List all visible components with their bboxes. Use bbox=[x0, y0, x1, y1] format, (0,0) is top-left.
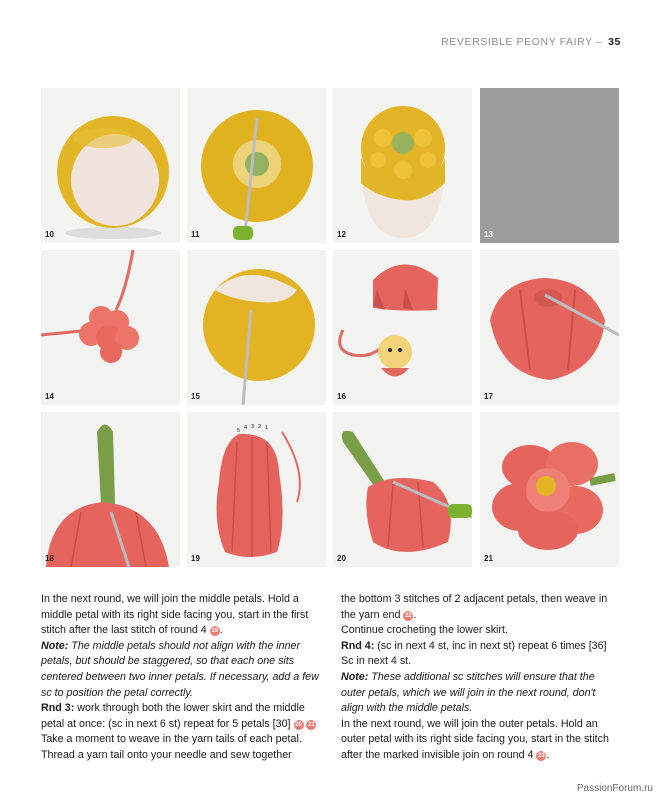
figure-ref-badge: 20 bbox=[295, 721, 302, 728]
photo-11-image bbox=[187, 88, 326, 243]
stitch-label: 2 bbox=[258, 424, 262, 430]
paragraph-text: In the next round, we will join the outer petals. Hold an outer petal with its right side facing you, start in the stitch after the marked invisible join on round 4 bbox=[341, 717, 609, 761]
figure-ref-badge: 22 bbox=[405, 612, 412, 619]
stitch-label: 1 bbox=[265, 425, 269, 431]
photo-11 bbox=[187, 88, 326, 243]
note-text: The middle petals should not align with the inner petals, but should be staggered, so that each one sits centered between two inner petals. If necessary, add a few sc to position the petal correctly. bbox=[41, 639, 319, 699]
photo-15 bbox=[187, 250, 326, 405]
photo-number: 21 bbox=[484, 554, 493, 563]
photo-number: 20 bbox=[337, 554, 346, 563]
photo-number: 16 bbox=[337, 392, 346, 401]
photo-number: 13 bbox=[484, 230, 493, 239]
photo-14-image bbox=[41, 250, 180, 405]
round-instruction bbox=[341, 639, 619, 655]
photo-17-image bbox=[480, 250, 619, 405]
round-label: Rnd 3: bbox=[41, 702, 75, 715]
photo-grid bbox=[41, 88, 619, 567]
paragraph-end: . bbox=[546, 748, 550, 761]
photo-16 bbox=[333, 250, 472, 405]
watermark: PassionForum.ru bbox=[576, 783, 653, 794]
note-label: Note: bbox=[341, 670, 369, 683]
figure-ref-badge: 19 bbox=[211, 628, 219, 635]
instruction-paragraph bbox=[341, 654, 619, 670]
photo-19-image bbox=[187, 412, 326, 567]
round-text: work through both the lower skirt and the middle petal at once: (sc in next 6 st) repeat for 5 petals [30] bbox=[41, 702, 305, 730]
stitch-label: 3 bbox=[251, 424, 255, 430]
figure-ref-badge: 23 bbox=[538, 752, 545, 759]
photo-20-image bbox=[333, 412, 472, 567]
photo-20 bbox=[333, 412, 472, 567]
header-separator: – bbox=[596, 36, 603, 48]
note-paragraph bbox=[341, 670, 619, 717]
header-title: REVERSIBLE PEONY FAIRY bbox=[441, 36, 593, 48]
photo-number: 19 bbox=[191, 554, 200, 563]
photo-number: 18 bbox=[45, 554, 54, 563]
photo-15-image bbox=[187, 250, 326, 405]
photo-number: 10 bbox=[45, 230, 54, 239]
photo-10-image bbox=[41, 88, 180, 243]
round-text: (sc in next 4 st, inc in next st) repeat 6 times [36] bbox=[377, 639, 607, 652]
text-column-right bbox=[341, 592, 619, 764]
instruction-paragraph bbox=[341, 717, 619, 764]
photo-12-image bbox=[333, 88, 472, 243]
round-label: Rnd 4: bbox=[341, 639, 375, 652]
photo-21 bbox=[480, 412, 619, 567]
round-instruction bbox=[41, 701, 319, 732]
page-number: 35 bbox=[608, 36, 621, 48]
note-text: These additional sc stitches will ensure that the outer petals, which we will join in the next round, don't align with the middle petals. bbox=[341, 670, 596, 715]
photo-number: 11 bbox=[191, 230, 200, 239]
paragraph-text: Continue crocheting the lower skirt. bbox=[341, 624, 508, 637]
stitch-label: 4 bbox=[244, 425, 248, 431]
paragraph-text: the bottom 3 stitches of 2 adjacent petals, then weave in the yarn end bbox=[341, 593, 608, 621]
instruction-paragraph bbox=[341, 592, 619, 623]
photo-number: 14 bbox=[45, 392, 54, 401]
photo-18-image bbox=[41, 412, 180, 567]
photo-13 bbox=[480, 88, 619, 243]
figure-ref-badge: 21 bbox=[308, 721, 315, 728]
photo-number: 12 bbox=[337, 230, 346, 239]
photo-16-image bbox=[333, 250, 472, 405]
paragraph-end: . bbox=[219, 624, 223, 637]
paragraph-text: Take a moment to weave in the yarn tails of each petal. Thread a yarn tail onto your needle and sew together bbox=[41, 733, 302, 761]
text-column-left bbox=[41, 592, 319, 764]
paragraph-text: Sc in next 4 st. bbox=[341, 655, 412, 668]
instruction-paragraph bbox=[41, 732, 319, 763]
paragraph-end: . bbox=[413, 608, 417, 621]
photo-18 bbox=[41, 412, 180, 567]
photo-14 bbox=[41, 250, 180, 405]
instruction-paragraph bbox=[41, 592, 319, 639]
running-header bbox=[441, 36, 621, 48]
note-label: Note: bbox=[41, 639, 69, 652]
paragraph-text: In the next round, we will join the middle petals. Hold a middle petal with its right side facing you, start in the first stitch after the last stitch of round 4 bbox=[41, 593, 309, 637]
note-paragraph bbox=[41, 639, 319, 701]
photo-number: 15 bbox=[191, 392, 200, 401]
stitch-label: 5 bbox=[237, 428, 241, 434]
photo-12 bbox=[333, 88, 472, 243]
instruction-paragraph bbox=[341, 623, 619, 639]
photo-10 bbox=[41, 88, 180, 243]
photo-17 bbox=[480, 250, 619, 405]
photo-number: 17 bbox=[484, 392, 493, 401]
photo-19 bbox=[187, 412, 326, 567]
photo-21-image bbox=[480, 412, 619, 567]
